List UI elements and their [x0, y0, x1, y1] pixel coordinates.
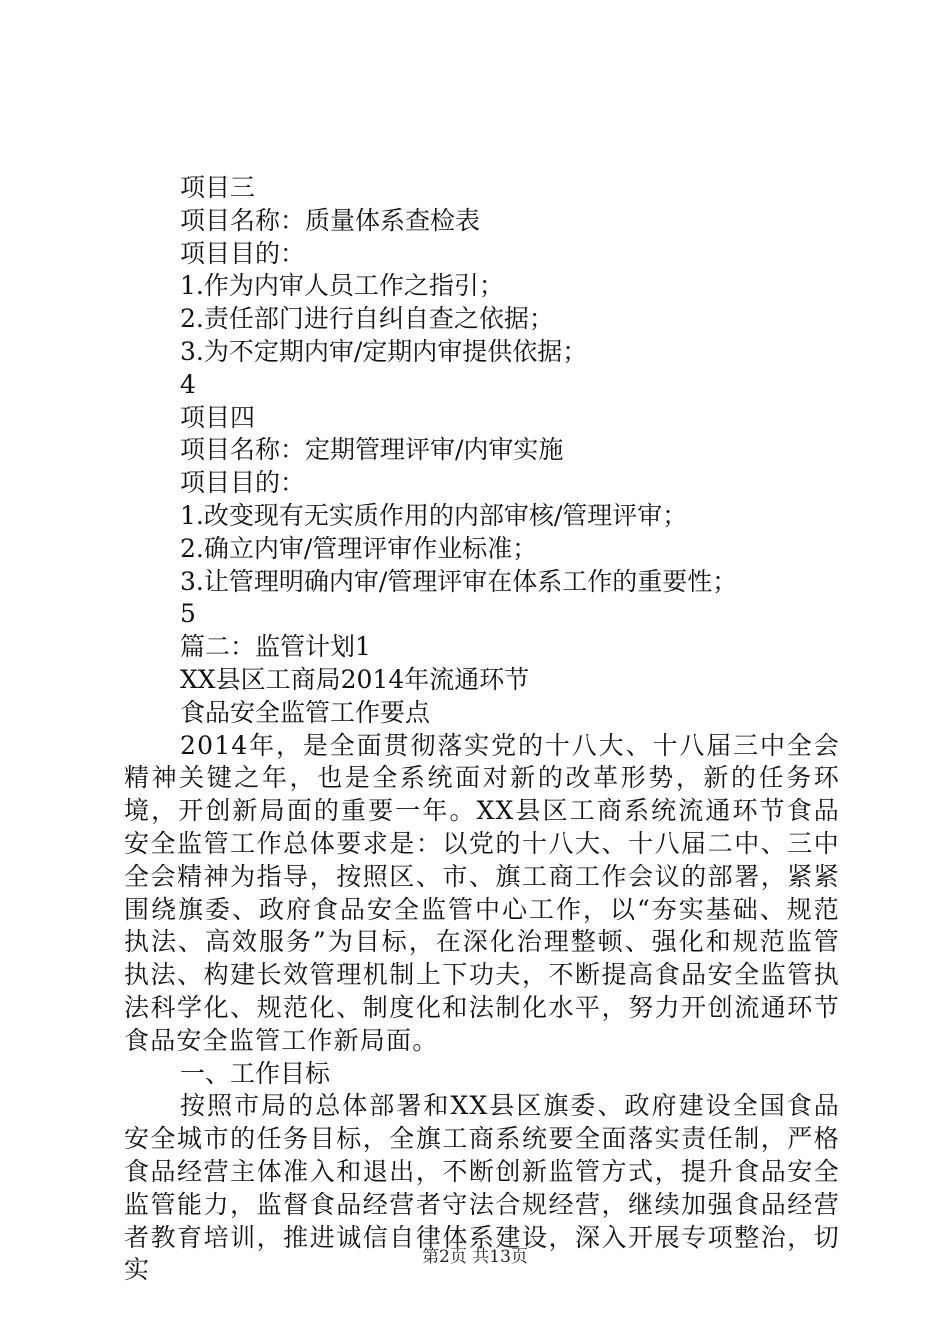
chapter-two-heading: 篇二：监管计划1 [180, 632, 371, 662]
project-four-name: 项目名称：定期管理评审/内审实施 [180, 435, 564, 465]
section-number-4: 4 [180, 369, 196, 399]
document-title-line-1: XX县区工商局2014年流通环节 [180, 664, 530, 694]
intro-paragraph: 2014年，是全面贯彻落实党的十八大、十八届三中全会精神关键之年，也是全系统面对新的改革形势，新的任务环境，开创新局面的重要一年。XX县区工商系统流通环节食品安全监管工作总体要求是：以党的十八大、十八届二中、三中全会精神为指导，按照区、市、旗工商工作会议的部署，紧紧围绕旗委、政府食品安全监管中心工作，以“夯实基础、规范执法、高效服务”为目标，在深化治理整顿、强化和规范监管执法、构建长效管理机制上下功夫，不断提高食品安全监管执法科学化、规范化、制度化和法制化水平，努力开创流通环节食品安全监管工作新局面。 [124, 730, 840, 1055]
project-four-purpose-label: 项目目的： [180, 468, 306, 498]
project-three-item-2: 2.责任部门进行自纠自查之依据； [180, 304, 554, 334]
document-body [124, 172, 840, 1287]
page-footer: 第2页 共13页 [422, 1247, 528, 1267]
project-three-item-1: 1.作为内审人员工作之指引； [180, 271, 504, 301]
project-three-item-3: 3.为不定期内审/定期内审提供依据； [180, 336, 588, 366]
section-number-5: 5 [180, 599, 196, 629]
project-three-name: 项目名称：质量体系查检表 [180, 205, 481, 235]
work-goals-paragraph: 按照市局的总体部署和XX县区旗委、政府建设全国食品安全城市的任务目标，全旗工商系统要全面落实责任制，严格食品经营主体准入和退出，不断创新监管方式，提升食品安全监管能力，监督食品经营者守法合规经营，继续加强食品经营者教育培训，推进诚信自律体系建设，深入开展专项整治，切实 [124, 1091, 840, 1285]
document-title-line-2: 食品安全监管工作要点 [180, 697, 431, 727]
project-four-heading: 项目四 [180, 402, 256, 432]
project-four-item-1: 1.改变现有无实质作用的内部审核/管理评审； [180, 500, 688, 530]
project-four-item-3: 3.让管理明确内审/管理评审在体系工作的重要性； [180, 566, 738, 596]
project-three-heading: 项目三 [180, 173, 256, 202]
section-heading-work-goals: 一、工作目标 [180, 1058, 331, 1088]
project-three-purpose-label: 项目目的： [180, 238, 306, 268]
project-four-item-2: 2.确立内审/管理评审作业标准； [180, 533, 538, 563]
